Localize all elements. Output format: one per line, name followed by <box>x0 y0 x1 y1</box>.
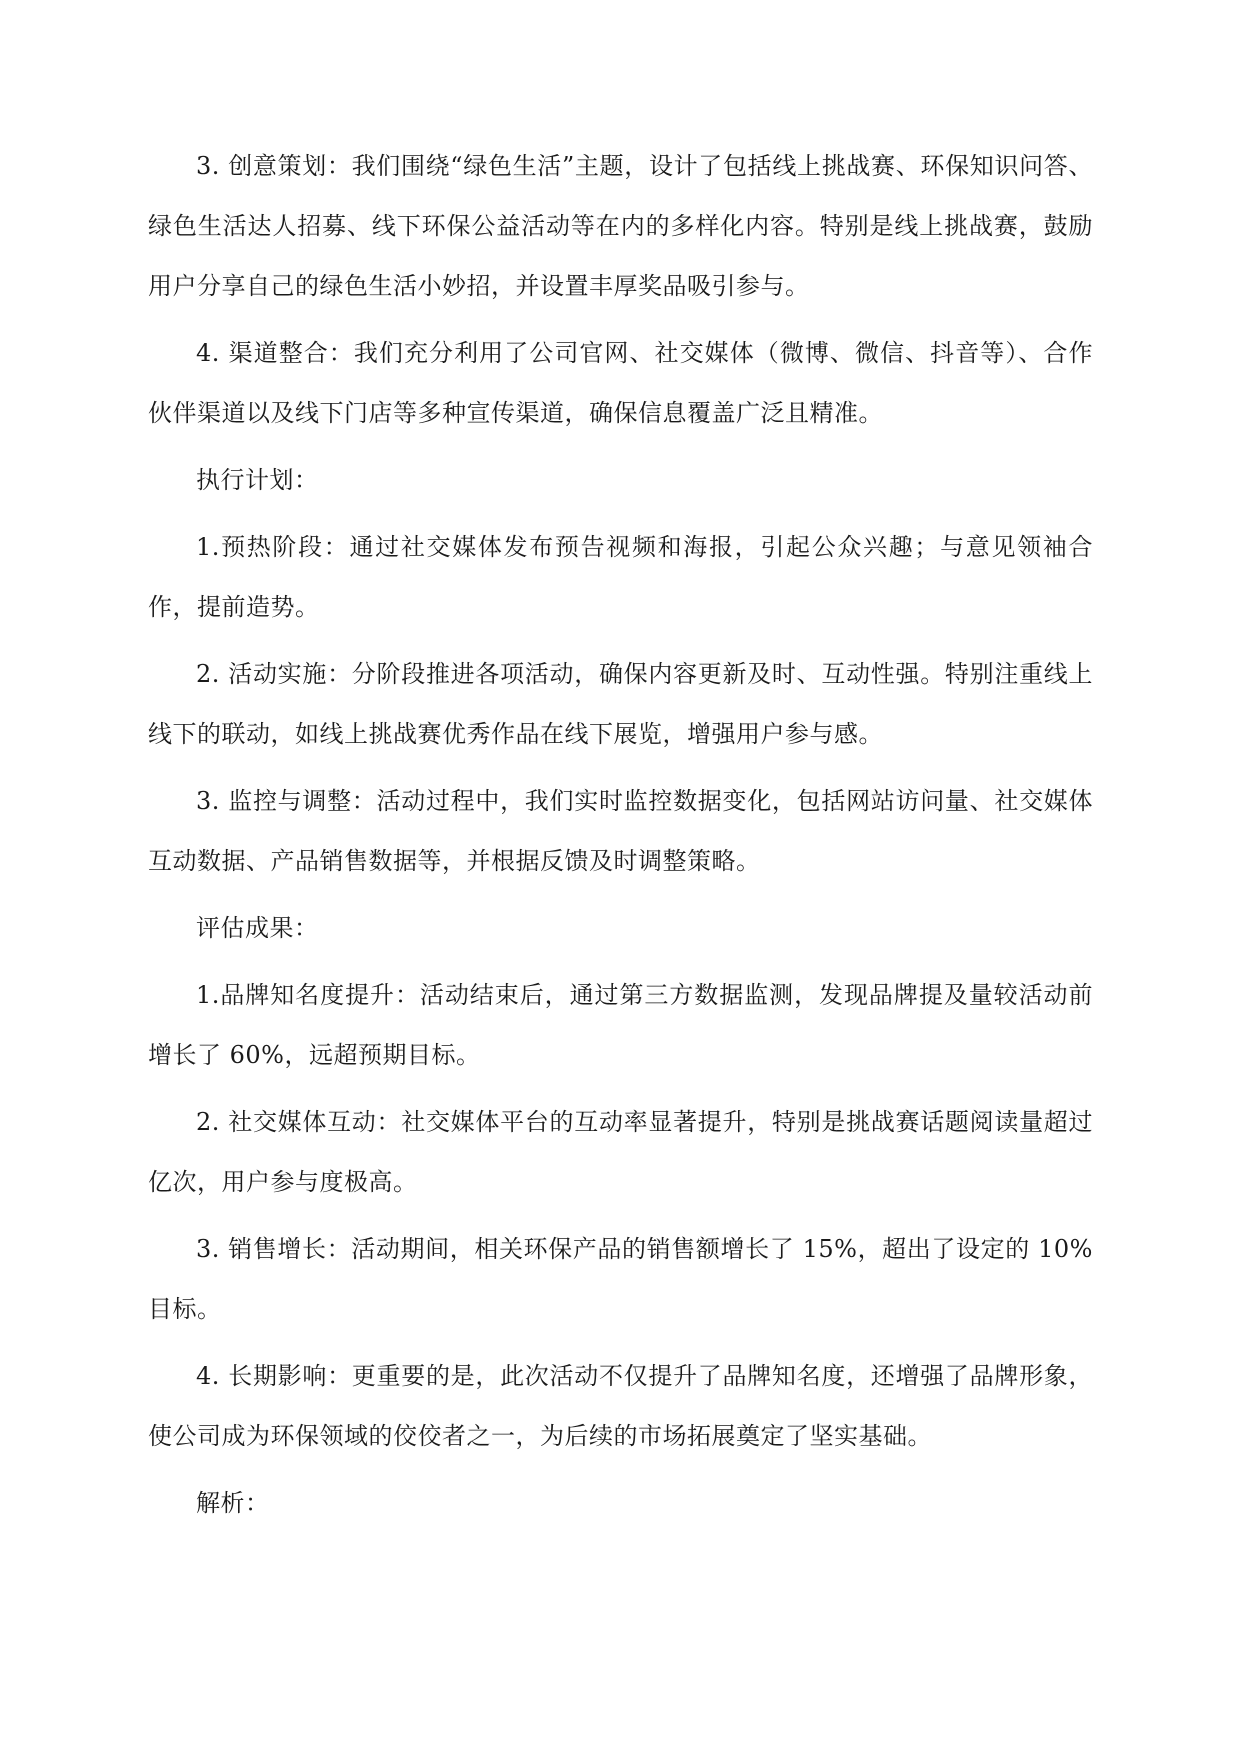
paragraph-warmup-stage: 1.预热阶段：通过社交媒体发布预告视频和海报，引起公众兴趣；与意见领袖合作，提前造势。 <box>148 533 1093 621</box>
paragraph-social-interaction: 2. 社交媒体互动：社交媒体平台的互动率显著提升，特别是挑战赛话题阅读量超过亿次，用户参与度极高。 <box>148 1108 1093 1196</box>
section-heading-execution-plan: 执行计划： <box>196 466 319 494</box>
document-body <box>148 136 1093 1540</box>
paragraph-brand-awareness: 1.品牌知名度提升：活动结束后，通过第三方数据监测，发现品牌提及量较活动前增长了 60%，远超预期目标。 <box>148 981 1093 1069</box>
paragraph-activity-implementation: 2. 活动实施：分阶段推进各项活动，确保内容更新及时、互动性强。特别注重线上线下的联动，如线上挑战赛优秀作品在线下展览，增强用户参与感。 <box>148 660 1093 748</box>
paragraph-sales-growth: 3. 销售增长：活动期间，相关环保产品的销售额增长了 15%，超出了设定的 10%目标。 <box>148 1235 1093 1323</box>
paragraph-monitoring-adjustment: 3. 监控与调整：活动过程中，我们实时监控数据变化，包括网站访问量、社交媒体互动数据、产品销售数据等，并根据反馈及时调整策略。 <box>148 787 1093 875</box>
paragraph-creative-planning: 3. 创意策划：我们围绕“绿色生活”主题，设计了包括线上挑战赛、环保知识问答、绿色生活达人招募、线下环保公益活动等在内的多样化内容。特别是线上挑战赛，鼓励用户分享自己的绿色生活小妙招，并设置丰厚奖品吸引参与。 <box>148 152 1093 300</box>
section-heading-analysis: 解析： <box>196 1489 270 1517</box>
section-heading-evaluation: 评估成果： <box>196 914 319 942</box>
paragraph-channel-integration: 4. 渠道整合：我们充分利用了公司官网、社交媒体（微博、微信、抖音等）、合作伙伴渠道以及线下门店等多种宣传渠道，确保信息覆盖广泛且精准。 <box>148 339 1093 427</box>
paragraph-long-term-impact: 4. 长期影响：更重要的是，此次活动不仅提升了品牌知名度，还增强了品牌形象，使公司成为环保领域的佼佼者之一，为后续的市场拓展奠定了坚实基础。 <box>148 1362 1093 1450</box>
